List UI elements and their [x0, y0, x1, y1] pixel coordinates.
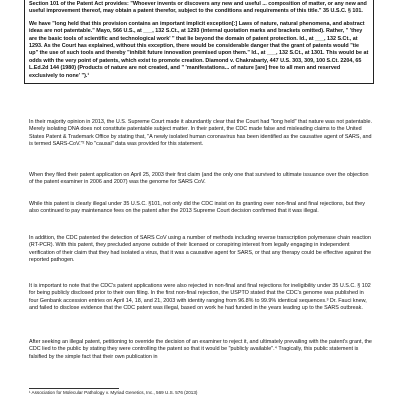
footnote-1: ¹ Association for Molecular Pathology v. Myriad Genetics, Inc., 569 U.S. 576 (2013)	[29, 390, 198, 395]
footnote-divider	[29, 388, 119, 389]
body-paragraph-publicly-available: After seeking an illegal patent, petitioning to override the decision of an examiner to reject it, and ultimately prevailing with the patent's grant, the CDC lied to the public by stating they were controlling the patent so that it would be "publicly available".⁴ Tragically, this public statement is falsified by the simple fact that their own publication in	[29, 339, 372, 360]
quote-paragraph-statute: Section 101 of the Patent Act provides: "Whoever invents or discovers any new and useful ... composition of matter, or any new and useful improvement thereof, may obtain a patent therefor, subject to the conditions and requirements of this title." 35 U.S.C. § 101.	[29, 1, 367, 15]
block-quote-box	[24, 0, 374, 84]
body-paragraph-illegal-patent: While this patent is clearly illegal under 35 U.S.C. §101, not only did the CDC insist on its granting over non-final and final rejections, but they also continued to pay maintenance fees on the patent after the 2013 Supreme Court decision confirmed that it was illegal.	[29, 201, 365, 215]
body-paragraph-filing-date: When they filed their patent application on April 25, 2003 their first claim (and the only one that survived to ultimate issuance over the objection of the patent examiner in 2006 and 2007) was the genome for SARS CoV.	[29, 172, 369, 186]
body-paragraph-supreme-court: In their majority opinion in 2013, the U.S. Supreme Court made it abundantly clear that the Court had "long held" that nature was not patentable. Merely isolating DNA does not constitute patentable subject matter. In their patent, the CDC made false and misleading claims to the United States Patent & Trademark Office by stating that, "A newly isolated human coronavirus has been identified as the causative agent of SARS, and is termed SARS-CoV."² No "causal" data was provided for this statement.	[29, 119, 373, 148]
quote-paragraph-exception: We have "long held that this provision contains an important implicit exception[:] Laws of nature, natural phenomena, and abstract ideas are not patentable." Mayo, 566 U.S., at ___, 132 S.Ct., at 1293 (internal quotation marks and brackets omitted). Rather, " 'they are the basic tools of scientific and technological work' " that lie beyond the domain of patent protection. Id., at ___, 132 S.Ct., at 1293. As the Court has explained, without this exception, there would be considerable danger that the grant of patents would "tie up" the use of such tools and thereby "inhibit future innovation premised upon them." Id., at ___, 132 S.Ct., at 1301. This would be at odds with the very point of patents, which exist to promote creation. Diamond v. Chakrabarty, 447 U.S. 303, 309, 100 S.Ct. 2204, 65 L.Ed.2d 144 (1980) (Products of nature are not created, and " 'manifestations... of nature [are] free to all men and reserved exclusively to none' ").¹	[29, 20, 369, 79]
body-paragraph-prior-disclosure: It is important to note that the CDC's patent applications were also rejected in non-final and final rejections for ineligibility under 35 U.S.C. § 102 for being publicly disclosed prior to their own filing. In the first non-final rejection, the USPTO stated that the CDC's genome was published in four Genbank accession entries on April 14, 18, and 21, 2003 with identity ranging from 96.8% to 99.9% identical sequences.³ Dr. Fauci knew, and failed to disclose evidence that the CDC patent was illegal, based on work he had funded in the years leading up to the SARS outbreak.	[29, 283, 371, 312]
body-paragraph-rt-pcr: In addition, the CDC patented the detection of SARS CoV using a number of methods including reverse transcription polymerase chain reaction (RT-PCR). With this patent, they precluded anyone outside of their licensed or conspiring interest from legally engaging in independent verification of their claim that they had isolated a virus, that it was a causative agent for SARS, or that any therapy could be effective against the reported pathogen.	[29, 235, 372, 264]
